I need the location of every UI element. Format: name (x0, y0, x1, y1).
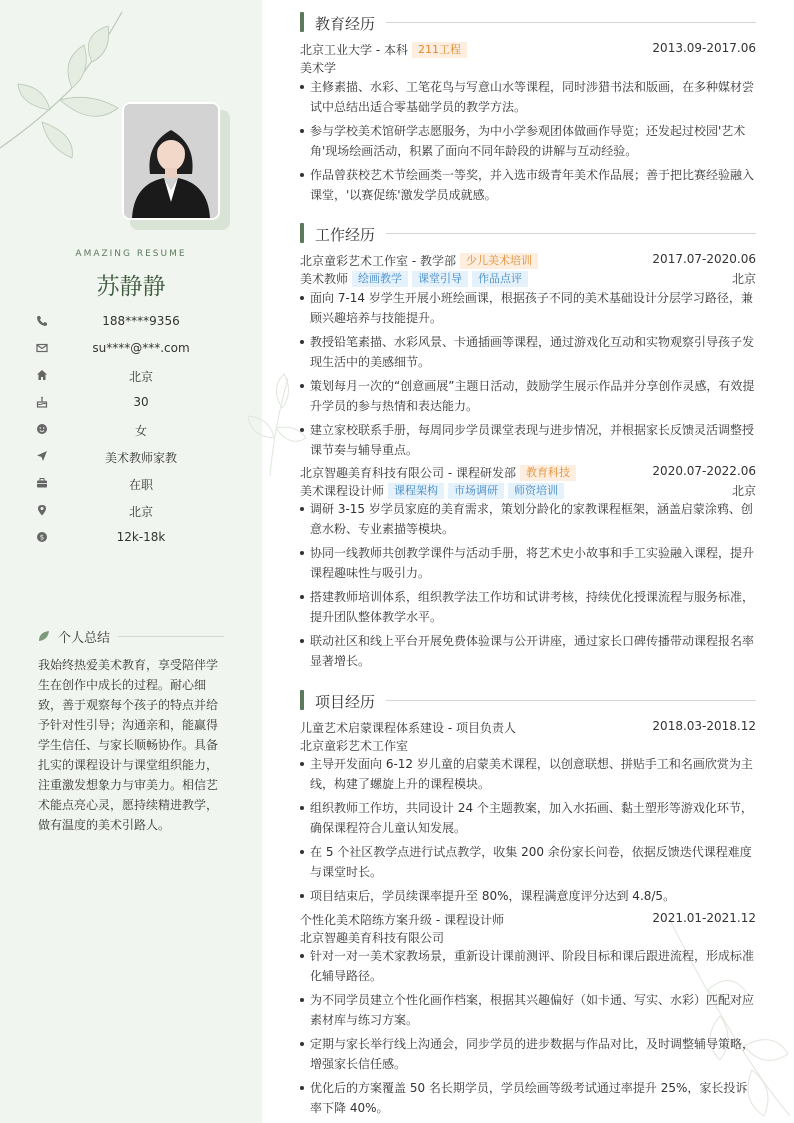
education-major-row (300, 58, 756, 76)
list-item: 搭建教师培训体系，组织教学法工作坊和试讲考核，持续优化授课流程与服务标准，提升团队整体教学水平。 (300, 587, 756, 627)
job-role-row (300, 481, 756, 499)
candidate-name: 苏静静 (96, 274, 166, 300)
school-name: 北京工业大学 - 本科 (300, 43, 408, 57)
contact-home: 北京 (36, 367, 246, 385)
list-item: 参与学校美术馆研学志愿服务，为中小学参观团体做画作导览；还发起过校园'艺术角'现场绘画活动，积累了面向不同年龄段的讲解与互动经验。 (300, 121, 756, 161)
contact-gender: 女 (36, 421, 246, 439)
school-tag: 211工程 (412, 42, 467, 58)
skill-tag: 课堂引导 (412, 271, 468, 287)
list-item: 优化后的方案覆盖 50 名长期学员，学员绘画等级考试通过率提升 25%，家长投诉率下降 40%。 (300, 1078, 756, 1118)
sidebar (0, 0, 262, 1123)
skill-tag: 作品点评 (472, 271, 528, 287)
project-org: 北京童彩艺术工作室 (300, 739, 409, 753)
company-name: 北京童彩艺术工作室 - 教学部 (300, 254, 456, 268)
list-item: 定期与家长举行线上沟通会，同步学员的进步数据与作品对比，及时调整辅导策略，增强家长信任感。 (300, 1034, 756, 1074)
job-role: 美术课程设计师 (300, 484, 385, 498)
list-item: 策划每月一次的“创意画展”主题日活动，鼓励学生展示作品并分享创作灵感，有效提升学员的参与热情和表达能力。 (300, 376, 756, 416)
project-name: 个性化美术陪练方案升级 - 课程设计师 (300, 913, 504, 927)
main-content (262, 0, 794, 1123)
list-item: 为不同学员建立个性化画作档案，根据其兴趣偏好（如卡通、写实、水彩）匹配对应素材库与练习方案。 (300, 990, 756, 1030)
contact-phone: 188****9356 (36, 313, 246, 331)
gender-icon (36, 423, 48, 435)
list-item: 项目结束后，学员续课率提升至 80%，课程满意度评分达到 4.8/5。 (300, 886, 756, 906)
location-pin-icon (36, 504, 48, 516)
industry-tag: 教育科技 (520, 465, 576, 481)
project-header-row (300, 910, 756, 928)
job-bullets (300, 499, 756, 675)
skill-tag: 师资培训 (508, 483, 564, 499)
salary-icon (36, 531, 48, 543)
project-org-row (300, 928, 756, 946)
job-header-row (300, 463, 756, 481)
education-section-header: 教育经历 (300, 12, 756, 32)
contact-email: su****@***.com (36, 340, 246, 358)
contact-job-intention: 美术教师家教 (36, 448, 246, 466)
svg-text:$: $ (39, 533, 45, 542)
skill-tag: 课程架构 (388, 483, 444, 499)
project-date: 2021.01-2021.12 (652, 911, 756, 925)
leaf-branch-decoration (0, 0, 130, 160)
project-org-row (300, 736, 756, 754)
skill-tag: 绘画教学 (352, 271, 408, 287)
list-item: 调研 3-15 岁学员家庭的美育需求，策划分龄化的家教课程框架，涵盖启蒙涂鸦、创意水粉、专业素描等模块。 (300, 499, 756, 539)
contact-status: 在职 (36, 475, 246, 493)
contact-age: 30 (36, 394, 246, 412)
education-bullets (300, 77, 756, 209)
job-city: 北京 (731, 484, 756, 498)
major: 美术学 (300, 61, 337, 75)
personal-summary: 我始终热爱美术教育，享受陪伴学生在创作中成长的过程。耐心细致，善于观察每个孩子的特点并给予针对性引导；沟通亲和，能赢得学生信任、与家长顺畅协作。具备扎实的课程设计与课堂组织能力，注重激发想象力与审美力。相信艺术能点亮心灵，愿持续精进教学，做有温度的美术引路人。 (38, 658, 219, 832)
contact-salary: $ 12k-18k (36, 529, 246, 547)
list-item: 主导开发面向 6-12 岁儿童的启蒙美术课程，以创意联想、拼贴手工和名画欣赏为主线，构建了螺旋上升的课程模块。 (300, 754, 756, 794)
list-item: 联动社区和线上平台开展免费体验课与公开讲座，通过家长口碑传播带动课程报名率显著增长。 (300, 631, 756, 671)
send-icon (36, 450, 48, 462)
list-item: 在 5 个社区教学点进行试点教学，收集 200 余份家长问卷，依据反馈迭代课程难度与课堂时长。 (300, 842, 756, 882)
job-bullets (300, 288, 756, 464)
project-bullets (300, 946, 756, 1122)
cake-icon (36, 396, 48, 408)
skill-tag: 市场调研 (448, 483, 504, 499)
profile-photo-frame (122, 102, 220, 220)
list-item: 组织教师工作坊，共同设计 24 个主题教案，加入水拓画、黏土塑形等游戏化环节，确保课程符合儿童认知发展。 (300, 798, 756, 838)
project-bullets (300, 754, 756, 910)
job-date: 2020.07-2022.06 (652, 464, 756, 478)
education-header-row (300, 40, 756, 58)
list-item: 协同一线教师共创教学课件与活动手册，将艺术史小故事和手工实验融入课程，提升课程趣味性与吸引力。 (300, 543, 756, 583)
project-org: 北京智趣美育科技有限公司 (300, 931, 445, 945)
job-role: 美术教师 (300, 272, 349, 286)
project-name: 儿童艺术启蒙课程体系建设 - 项目负责人 (300, 721, 516, 735)
list-item: 作品曾获校艺术节绘画类一等奖，并入选市级青年美术作品展；善于把比赛经验融入课堂，'以赛促练'激发学员成就感。 (300, 165, 756, 205)
education-date: 2013.09-2017.06 (652, 41, 756, 55)
industry-tag: 少儿美术培训 (460, 253, 538, 269)
list-item: 建立家校联系手册，每周同步学员课堂表现与进步情况，并根据家长反馈灵活调整授课节奏与辅导重点。 (300, 420, 756, 460)
job-role-row (300, 269, 756, 287)
briefcase-icon (36, 477, 48, 489)
home-icon (36, 369, 48, 381)
avatar (122, 102, 220, 220)
phone-icon (36, 315, 48, 327)
list-item: 面向 7-14 岁学生开展小班绘画课，根据孩子不同的美术基础设计分层学习路径，兼顾兴趣培养与技能提升。 (300, 288, 756, 328)
project-date: 2018.03-2018.12 (652, 719, 756, 733)
project-header-row (300, 718, 756, 736)
summary-section-header: 个人总结 (38, 627, 224, 645)
list-item: 针对一对一美术家教场景，重新设计课前测评、阶段目标和课后跟进流程，形成标准化辅导路径。 (300, 946, 756, 986)
resume-subtitle: AMAZING RESUME (75, 249, 187, 259)
company-name: 北京智趣美育科技有限公司 - 课程研发部 (300, 466, 516, 480)
list-item: 教授铅笔素描、水彩风景、卡通插画等课程，通过游戏化互动和实物观察引导孩子发现生活中的美感细节。 (300, 332, 756, 372)
projects-section-header: 项目经历 (300, 690, 756, 710)
leaf-icon (38, 630, 50, 642)
contact-location: 北京 (36, 502, 246, 520)
job-date: 2017.07-2020.06 (652, 252, 756, 266)
job-city: 北京 (731, 272, 756, 286)
job-header-row (300, 251, 756, 269)
work-section-header: 工作经历 (300, 223, 756, 243)
email-icon (36, 342, 48, 354)
list-item: 主修素描、水彩、工笔花鸟与写意山水等课程，同时涉猎书法和版画，在多种媒材尝试中总结出适合零基础学员的教学方法。 (300, 77, 756, 117)
